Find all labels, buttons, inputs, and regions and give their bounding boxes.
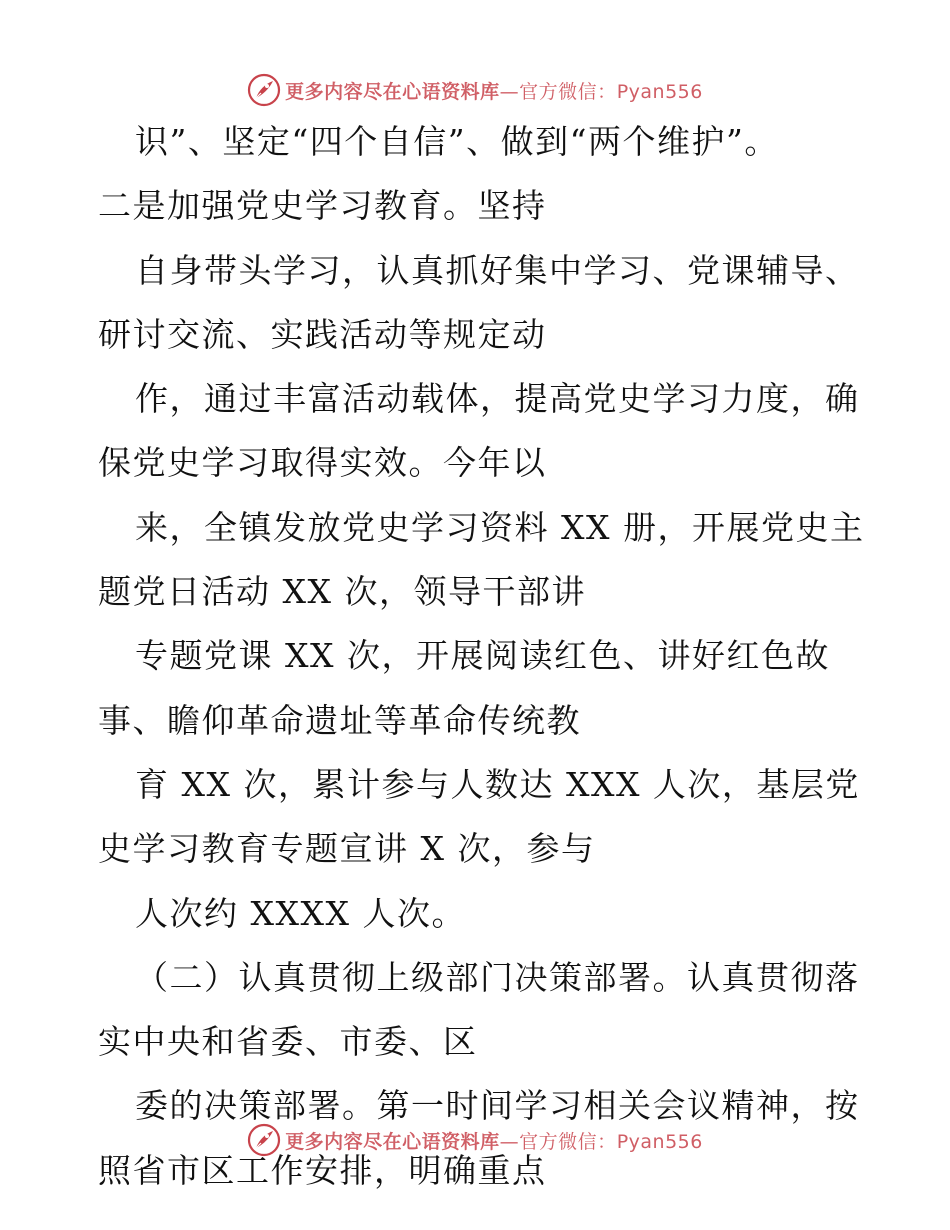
text-line: 来，全镇发放党史学习资料 XX 册，开展党史主 bbox=[135, 507, 865, 547]
text-line: 专题党课 XX 次，开展阅读红色、讲好红色故 bbox=[135, 636, 830, 676]
text-line: 二是加强党史学习教育。坚持 bbox=[98, 186, 547, 226]
text-line: （二）认真贯彻上级部门决策部署。认真贯彻落 bbox=[135, 957, 860, 997]
text-line: 研讨交流、实践活动等规定动 bbox=[98, 314, 547, 354]
watermark-brand: 更多内容尽在心语资料库 bbox=[285, 1130, 500, 1153]
quill-logo-icon bbox=[247, 73, 281, 107]
watermark-separator: — bbox=[499, 80, 520, 103]
text-line: 作，通过丰富活动载体，提高党史学习力度，确 bbox=[135, 379, 860, 419]
quill-logo-icon bbox=[247, 1123, 281, 1157]
text-line: 人次约 XXXX 人次。 bbox=[135, 893, 466, 933]
text-line: 自身带头学习，认真抓好集中学习、党课辅导、 bbox=[135, 250, 860, 290]
watermark-wechat-id: Pyan556 bbox=[616, 80, 703, 103]
watermark-brand: 更多内容尽在心语资料库 bbox=[285, 80, 500, 103]
header-watermark bbox=[0, 70, 950, 110]
text-line: 史学习教育专题宣讲 X 次，参与 bbox=[98, 829, 596, 869]
text-line: 委的决策部署。第一时间学习相关会议精神，按 bbox=[135, 1086, 860, 1126]
text-line: 题党日活动 XX 次，领导干部讲 bbox=[98, 572, 586, 612]
text-line: 事、瞻仰革命遗址等革命传统教 bbox=[98, 700, 581, 740]
text-line: 保党史学习取得实效。今年以 bbox=[98, 443, 547, 483]
footer-watermark bbox=[0, 1120, 950, 1160]
text-line: 照省市区工作安排，明确重点 bbox=[98, 1150, 547, 1190]
watermark-wechat-label: 官方微信： bbox=[519, 1130, 617, 1153]
watermark-wechat-id: Pyan556 bbox=[616, 1130, 703, 1153]
watermark-wechat-label: 官方微信： bbox=[519, 80, 617, 103]
watermark-separator: — bbox=[499, 1130, 520, 1153]
document-body bbox=[98, 122, 865, 1215]
watermark-text bbox=[285, 77, 703, 104]
text-line: 实中央和省委、市委、区 bbox=[98, 1022, 478, 1062]
text-line: 育 XX 次，累计参与人数达 XXX 人次，基层党 bbox=[135, 764, 860, 804]
text-line: 识”、坚定“四个自信”、做到“两个维护”。 bbox=[135, 122, 779, 161]
watermark-text bbox=[285, 1127, 703, 1154]
